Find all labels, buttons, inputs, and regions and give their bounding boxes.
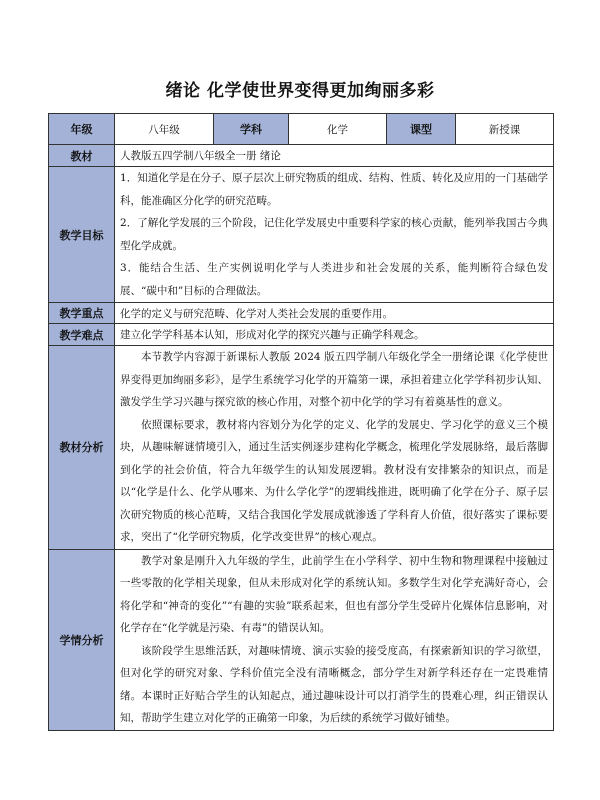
key-points-value: 化学的定义与研究范畴、化学对人类社会发展的重要作用。 bbox=[115, 303, 554, 324]
difficulties-label: 教学难点 bbox=[49, 324, 115, 346]
page-title: 绪论 化学使世界变得更加绚丽多彩 bbox=[165, 81, 435, 101]
goals-content bbox=[115, 167, 554, 303]
analysis-paragraph: 本节教学内容源于新课标人教版 2024 版五四学制八年级化学全一册绪论课《化学使世界变得更加绚丽多彩》，是学生系统学习化学的开篇第一课，承担着建立化学学科初步认知、激发学生学习兴趣与探究欲的核心作用，对整个初中化学的学习有着奠基性的意义。 bbox=[120, 351, 548, 408]
key-points-row bbox=[49, 303, 554, 324]
student-analysis-content bbox=[115, 549, 554, 730]
key-points-label: 教学重点 bbox=[49, 303, 115, 324]
textbook-analysis-content bbox=[115, 346, 554, 550]
goal-item: 3．能结合生活、生产实例说明化学与人类进步和社会发展的关系，能判断符合绿色发展、“碳中和”目标的合理做法。 bbox=[120, 262, 548, 297]
type-label: 课型 bbox=[387, 114, 456, 145]
analysis-paragraph: 依照课标要求，教材将内容划分为化学的定义、化学的发展史、学习化学的意义三个模块，从趣味解谜情境引入，通过生活实例逐步建构化学概念，梳理化学发展脉络，最后落脚到化学的社会价值，符合九年级学生的认知发展逻辑。教材没有安排繁杂的知识点，而是以“化学是什么、化学从哪来、为什么学化学”的逻辑线推进，既明确了化学在分子、原子层次研究物质的核心范畴，又结合我国化学发展成就渗透了学科育人价值，很好落实了课标要求，突出了“化学研究物质，化学改变世界”的核心观点。 bbox=[120, 418, 548, 543]
student-paragraph: 该阶段学生思维活跃，对趣味情境、演示实验的接受度高，有探索新知识的学习欲望，但对化学的研究对象、学科价值完全没有清晰概念，部分学生对新学科还存在一定畏难情绪。本课时正好贴合学生的认知起点，通过趣味设计可以打消学生的畏难心理，纠正错误认知，帮助学生建立对化学的正确第一印象，为后续的系统学习做好铺垫。 bbox=[120, 644, 548, 724]
student-analysis-label: 学情分析 bbox=[49, 549, 115, 730]
textbook-analysis-row bbox=[49, 346, 554, 550]
goal-item: 2．了解化学发展的三个阶段，记住化学发展史中重要科学家的核心贡献，能列举我国古今典型化学成就。 bbox=[120, 217, 548, 252]
student-paragraph: 教学对象是刚升入九年级的学生，此前学生在小学科学、初中生物和物理课程中接触过一些零散的化学相关现象，但从未形成对化学的系统认知。多数学生对化学充满好奇心，会将化学和“神奇的变化”“有趣的实验”联系起来，但也有部分学生受碎片化媒体信息影响，对化学存在“化学就是污染、有毒”的错误认知。 bbox=[120, 554, 548, 634]
header-row bbox=[49, 114, 554, 145]
grade-label: 年级 bbox=[49, 114, 115, 145]
goal-item: 1．知道化学是在分子、原子层次上研究物质的组成、结构、性质、转化及应用的一门基础学科，能准确区分化学的研究范畴。 bbox=[120, 172, 548, 207]
textbook-label: 教材 bbox=[49, 145, 115, 167]
type-value: 新授课 bbox=[456, 114, 554, 145]
subject-value: 化学 bbox=[289, 114, 387, 145]
lesson-plan-table bbox=[48, 113, 554, 731]
textbook-value: 人教版五四学制八年级全一册 绪论 bbox=[115, 145, 554, 167]
difficulties-row bbox=[49, 324, 554, 346]
textbook-row bbox=[49, 145, 554, 167]
textbook-analysis-label: 教材分析 bbox=[49, 346, 115, 550]
goals-row bbox=[49, 167, 554, 303]
subject-label: 学科 bbox=[214, 114, 289, 145]
student-analysis-row bbox=[49, 549, 554, 730]
goals-label: 教学目标 bbox=[49, 167, 115, 303]
difficulties-value: 建立化学学科基本认知，形成对化学的探究兴趣与正确学科观念。 bbox=[115, 324, 554, 346]
grade-value: 八年级 bbox=[115, 114, 214, 145]
